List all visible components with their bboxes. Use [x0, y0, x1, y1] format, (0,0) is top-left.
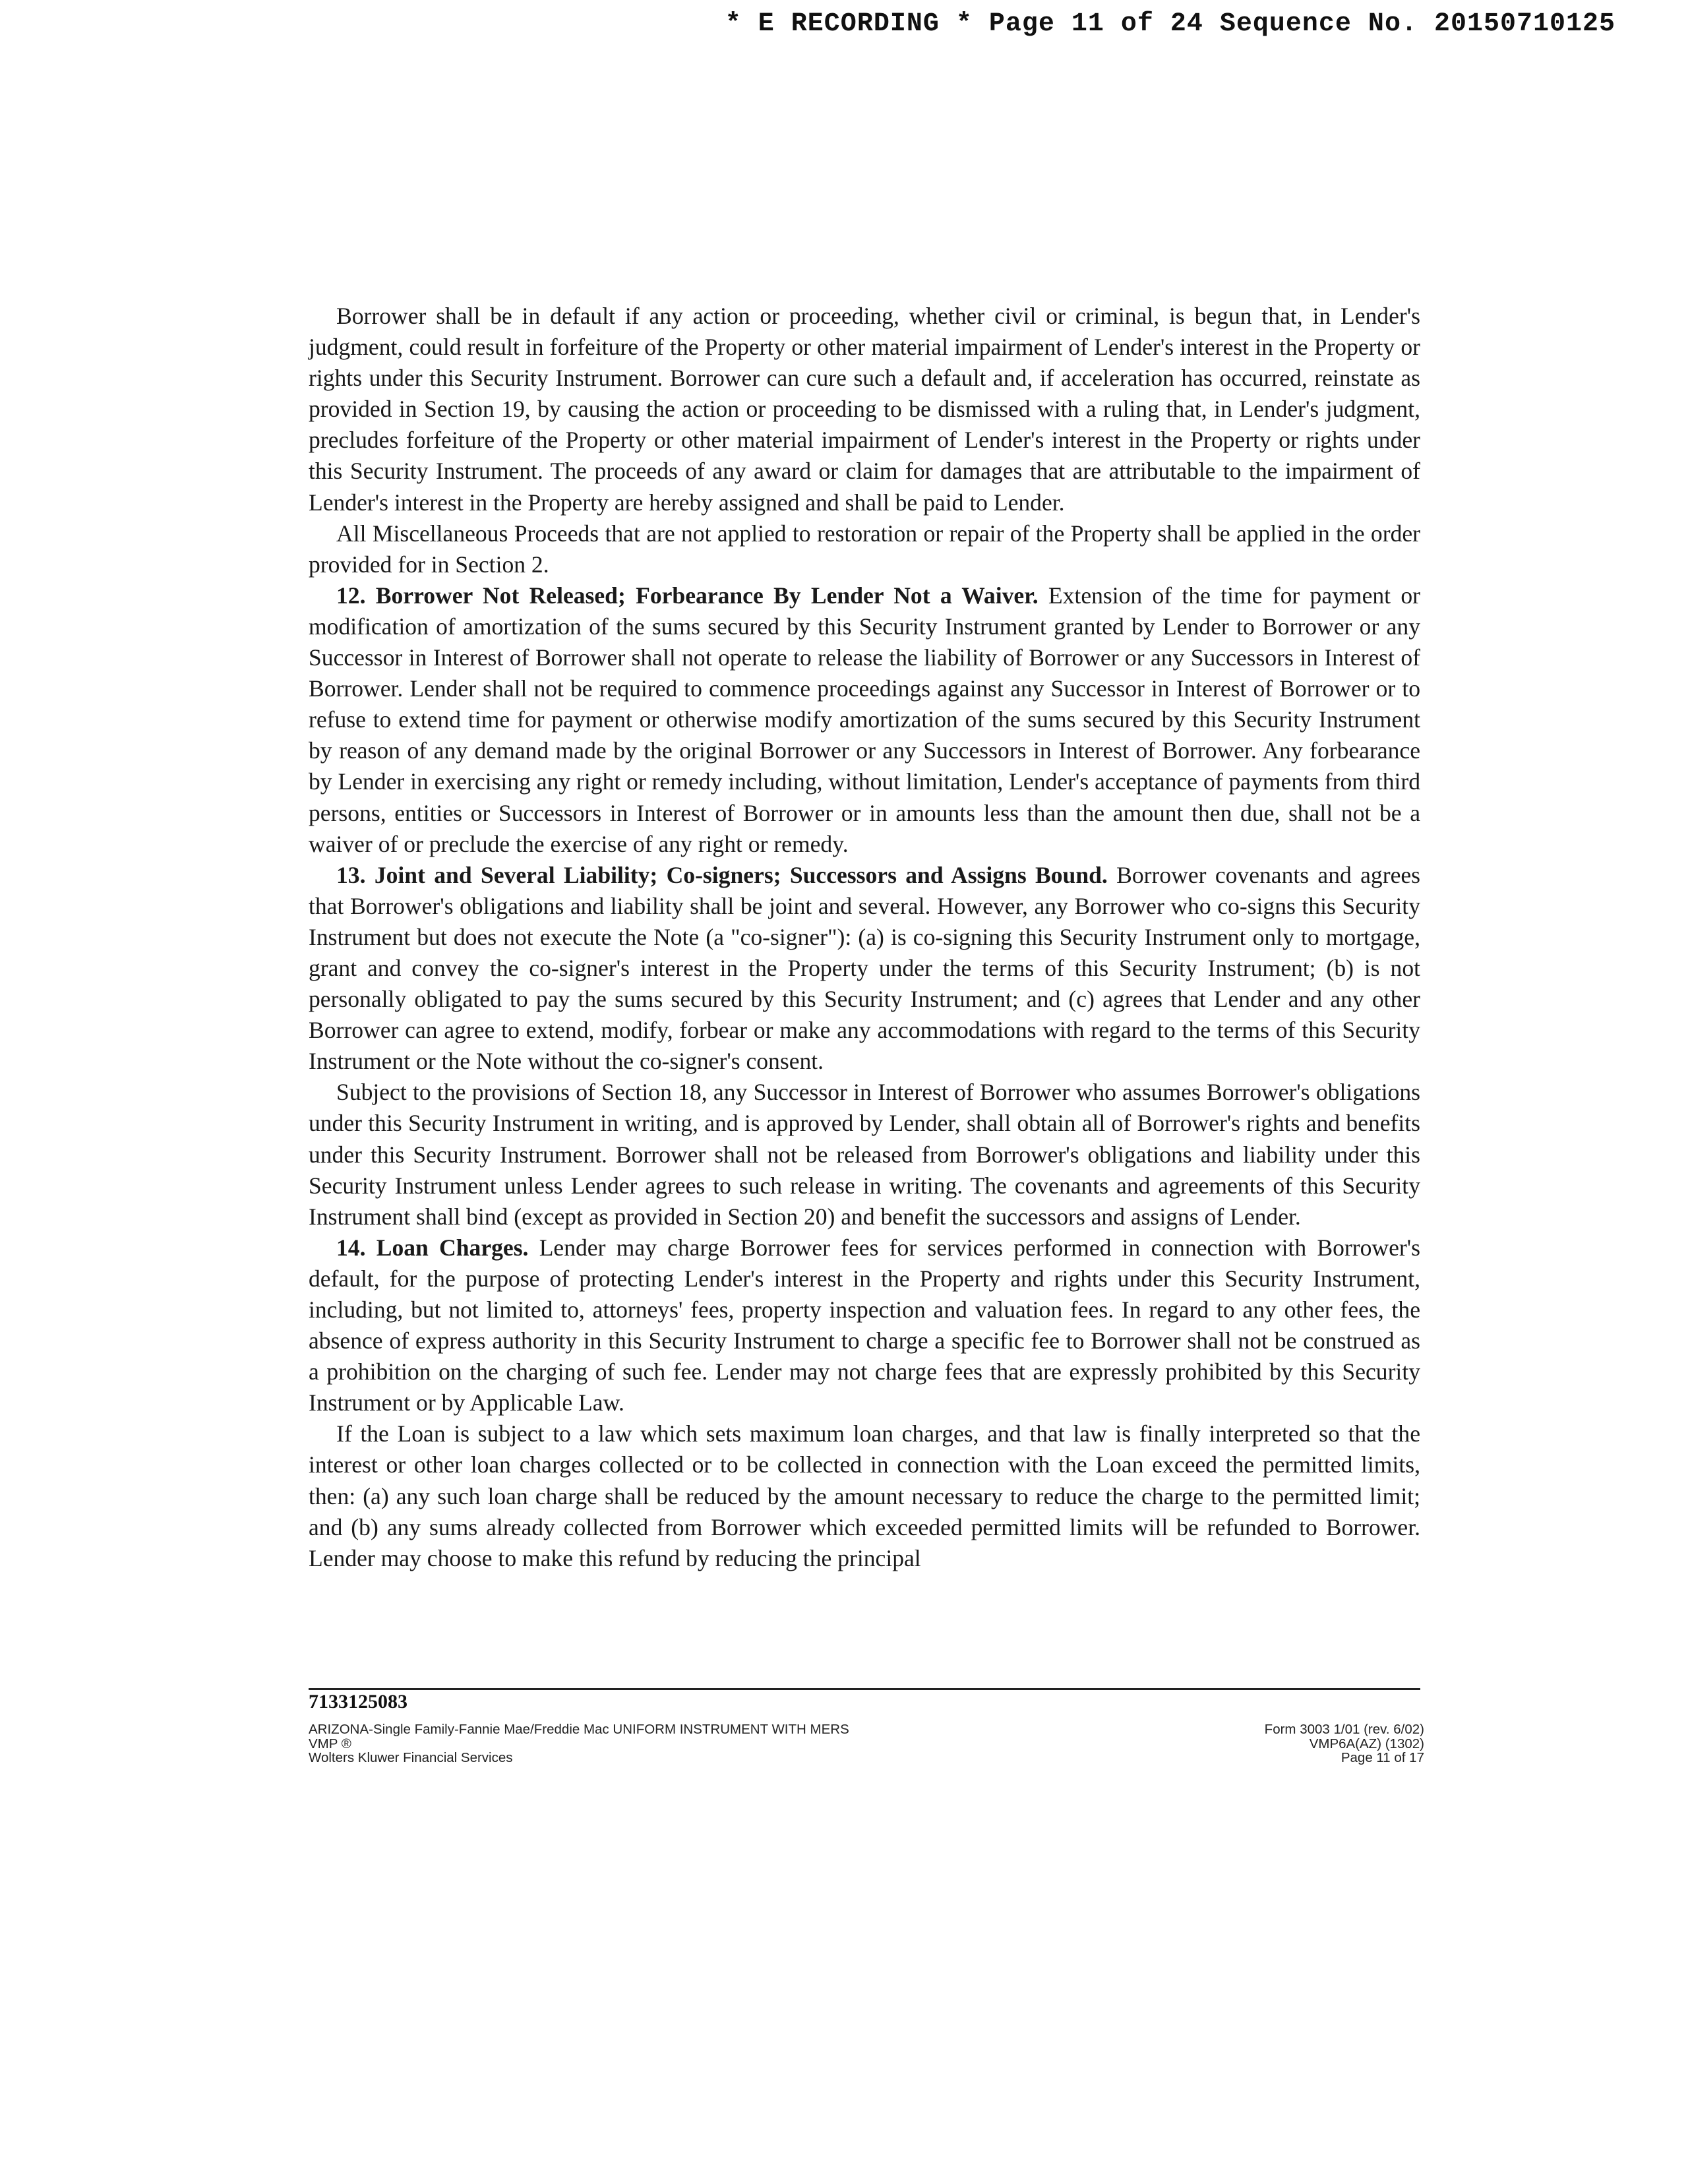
paragraph	[309, 301, 1420, 518]
paragraph-text: All Miscellaneous Proceeds that are not applied to restoration or repair of the Property shall be applied in the order provided for in Section 2.	[309, 520, 1420, 578]
recording-header: * E RECORDING * Page 11 of 24 Sequence No. 20150710125	[725, 9, 1615, 39]
section-heading: 13. Joint and Several Liability; Co-signers; Successors and Assigns Bound.	[336, 861, 1108, 888]
paragraph-text: Borrower covenants and agrees that Borrower's obligations and liability shall be joint and several. However, any Borrower who co-signs this Security Instrument but does not execute the Note (a "co-signer"): (a) is co-signing this Security Instrument only to mortgage, grant and convey the co-signer's interest in the Property under the terms of this Security Instrument; (b) is not personally obligated to pay the sums secured by this Security Instrument; and (c) agrees that Lender and any other Borrower can agree to extend, modify, forbear or make any accommodations with regard to the terms of this Security Instrument or the Note without the co-signer's consent.	[309, 861, 1421, 1075]
footer-form-info	[309, 1722, 849, 1765]
paragraph	[309, 1077, 1420, 1232]
footer-form-number	[1265, 1722, 1424, 1765]
form-number: Form 3003 1/01 (rev. 6/02)	[1264, 1722, 1424, 1737]
section-12	[309, 580, 1420, 860]
paragraph-text: Extension of the time for payment or modification of amortization of the sums secured by this Security Instrument granted by Lender to Borrower or any Successor in Interest of Borrower shall not operate to release the liability of Borrower or any Successors in Interest of Borrower. Lender shall not be required to commence proceedings against any Successor in Interest of Borrower or to refuse to extend time for payment or otherwise modify amortization of the sums secured by this Security Instrument by reason of any demand made by the original Borrower or any Successors in Interest of Borrower. Any forbearance by Lender in exercising any right or remedy including, without limitation, Lender's acceptance of payments from third persons, entities or Successors in Interest of Borrower or in amounts less than the amount then due, shall not be a waiver of or preclude the exercise of any right or remedy.	[309, 582, 1421, 857]
paragraph-text: If the Loan is subject to a law which sets maximum loan charges, and that law is finally interpreted so that the interest or other loan charges collected or to be collected in connection with the Loan exceed the permitted limits, then: (a) any such loan charge shall be reduced by the amount necessary to reduce the charge to the permitted limit; and (b) any sums already collected from Borrower which exceeded permitted limits will be refunded to Borrower. Lender may choose to make this refund by reducing the principal	[309, 1420, 1420, 1571]
section-14	[309, 1232, 1420, 1419]
form-code: VMP6A(AZ) (1302)	[1309, 1736, 1424, 1751]
page-number: Page 11 of 17	[1341, 1750, 1424, 1765]
document-body	[309, 301, 1420, 1574]
section-13	[309, 860, 1420, 1077]
footer-rule	[309, 1688, 1420, 1690]
vmp-mark: VMP ®	[309, 1736, 351, 1751]
paragraph-text: Subject to the provisions of Section 18, any Successor in Interest of Borrower who assumes Borrower's obligations under this Security Instrument in writing, and is approved by Lender, shall obtain all of Borrower's rights and benefits under this Security Instrument. Borrower shall not be released from Borrower's obligations and liability under this Security Instrument unless Lender agrees to such release in writing. The covenants and agreements of this Security Instrument shall bind (except as provided in Section 20) and benefit the successors and assigns of Lender.	[309, 1079, 1420, 1230]
paragraph	[309, 518, 1420, 580]
loan-number: 7133125083	[309, 1691, 407, 1713]
paragraph	[309, 1418, 1420, 1573]
paragraph-text: Lender may charge Borrower fees for services performed in connection with Borrower's default, for the purpose of protecting Lender's interest in the Property and rights under this Security Instrument, including, but not limited to, attorneys' fees, property inspection and valuation fees. In regard to any other fees, the absence of express authority in this Security Instrument to charge a specific fee to Borrower shall not be construed as a prohibition on the charging of such fee. Lender may not charge fees that are expressly prohibited by this Security Instrument or by Applicable Law.	[309, 1234, 1421, 1416]
publisher: Wolters Kluwer Financial Services	[309, 1750, 513, 1765]
section-heading: 12. Borrower Not Released; Forbearance By Lender Not a Waiver.	[336, 582, 1039, 609]
section-heading: 14. Loan Charges.	[336, 1234, 529, 1261]
form-title: ARIZONA-Single Family-Fannie Mae/Freddie Mac UNIFORM INSTRUMENT WITH MERS	[309, 1722, 849, 1737]
paragraph-text: Borrower shall be in default if any action or proceeding, whether civil or criminal, is begun that, in Lender's judgment, could result in forfeiture of the Property or other material impairment of Lender's interest in the Property or rights under this Security Instrument. Borrower can cure such a default and, if acceleration has occurred, reinstate as provided in Section 19, by causing the action or proceeding to be dismissed with a ruling that, in Lender's judgment, precludes forfeiture of the Property or other material impairment of Lender's interest in the Property or rights under this Security Instrument. The proceeds of any award or claim for damages that are attributable to the impairment of Lender's interest in the Property are hereby assigned and shall be paid to Lender.	[309, 303, 1420, 516]
